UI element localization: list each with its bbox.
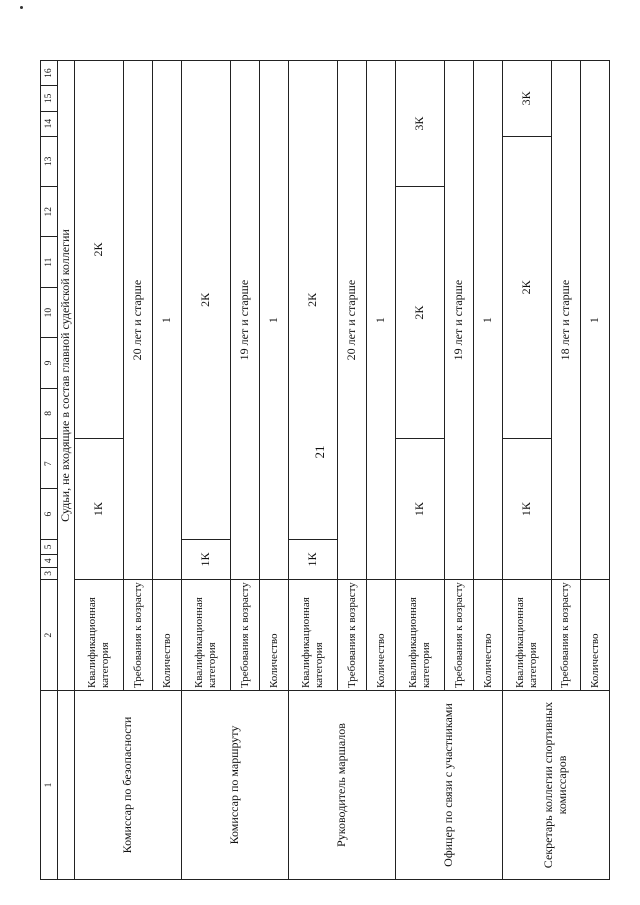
col-number: 14 xyxy=(41,111,58,136)
col-number: 1 xyxy=(41,691,58,880)
table-row xyxy=(502,61,551,880)
qualification-value: 2К xyxy=(288,61,337,540)
qualification-value: 2К xyxy=(75,61,124,439)
count-label: Количество xyxy=(152,580,181,691)
age-value: 18 лет и старше xyxy=(551,61,580,580)
role-name: Руководитель маршалов xyxy=(288,691,395,880)
page-number: 21 xyxy=(312,445,327,459)
count-value: 1 xyxy=(259,61,288,580)
col-number: 9 xyxy=(41,338,58,388)
role-name: Секретарь коллегии спортивных комиссаров xyxy=(502,691,609,880)
section-header-row xyxy=(58,61,75,880)
age-label: Требования к возрасту xyxy=(551,580,580,691)
qualification-value: 1К xyxy=(75,439,124,580)
qualification-value: 3К xyxy=(395,61,444,187)
qualification-value: 2К xyxy=(395,187,444,439)
col-number: 12 xyxy=(41,187,58,237)
qualification-value: 1К xyxy=(181,539,230,579)
col-number: 2 xyxy=(41,580,58,691)
age-label: Требования к возрасту xyxy=(230,580,259,691)
qualification-value: 1К xyxy=(288,539,337,579)
age-value: 19 лет и старше xyxy=(444,61,473,580)
col-number: 4 xyxy=(41,554,58,567)
qualification-value: 2К xyxy=(502,136,551,438)
col-number: 8 xyxy=(41,388,58,438)
age-label: Требования к возрасту xyxy=(444,580,473,691)
role-name: Офицер по связи с участниками xyxy=(395,691,502,880)
count-value: 1 xyxy=(152,61,181,580)
count-label: Количество xyxy=(473,580,502,691)
role-name: Комиссар по безопасности xyxy=(75,691,182,880)
count-label: Количество xyxy=(580,580,609,691)
qualification-label: Квалификационная категория xyxy=(75,580,124,691)
column-number-row xyxy=(41,61,58,880)
table-row xyxy=(288,61,337,880)
qualification-label: Квалификационная категория xyxy=(502,580,551,691)
col-number: 6 xyxy=(41,489,58,539)
requirements-table xyxy=(40,60,610,880)
col-number: 13 xyxy=(41,136,58,186)
count-value: 1 xyxy=(580,61,609,580)
age-value: 19 лет и старше xyxy=(230,61,259,580)
qualification-value: 3К xyxy=(502,61,551,137)
age-label: Требования к возрасту xyxy=(337,580,366,691)
scan-speck xyxy=(20,6,23,9)
col-number: 15 xyxy=(41,86,58,111)
age-value: 20 лет и старше xyxy=(123,61,152,580)
qualification-value: 2К xyxy=(181,61,230,540)
col-number: 3 xyxy=(41,567,58,580)
count-label: Количество xyxy=(366,580,395,691)
table-row xyxy=(181,61,230,880)
count-value: 1 xyxy=(473,61,502,580)
rotated-table-wrapper xyxy=(40,60,610,880)
qualification-value: 1К xyxy=(502,439,551,580)
col-number: 7 xyxy=(41,439,58,489)
qualification-label: Квалификационная категория xyxy=(181,580,230,691)
qualification-label: Квалификационная категория xyxy=(288,580,337,691)
section-title: Судьи, не входящие в состав главной судейской коллегии xyxy=(58,61,75,691)
col-number: 10 xyxy=(41,287,58,337)
role-name: Комиссар по маршруту xyxy=(181,691,288,880)
count-value: 1 xyxy=(366,61,395,580)
col-number: 5 xyxy=(41,539,58,554)
count-label: Количество xyxy=(259,580,288,691)
col-number: 11 xyxy=(41,237,58,287)
table-row xyxy=(395,61,444,880)
col-number: 16 xyxy=(41,61,58,86)
age-value: 20 лет и старше xyxy=(337,61,366,580)
qualification-value: 1К xyxy=(395,439,444,580)
table-row xyxy=(75,61,124,880)
age-label: Требования к возрасту xyxy=(123,580,152,691)
qualification-label: Квалификационная категория xyxy=(395,580,444,691)
